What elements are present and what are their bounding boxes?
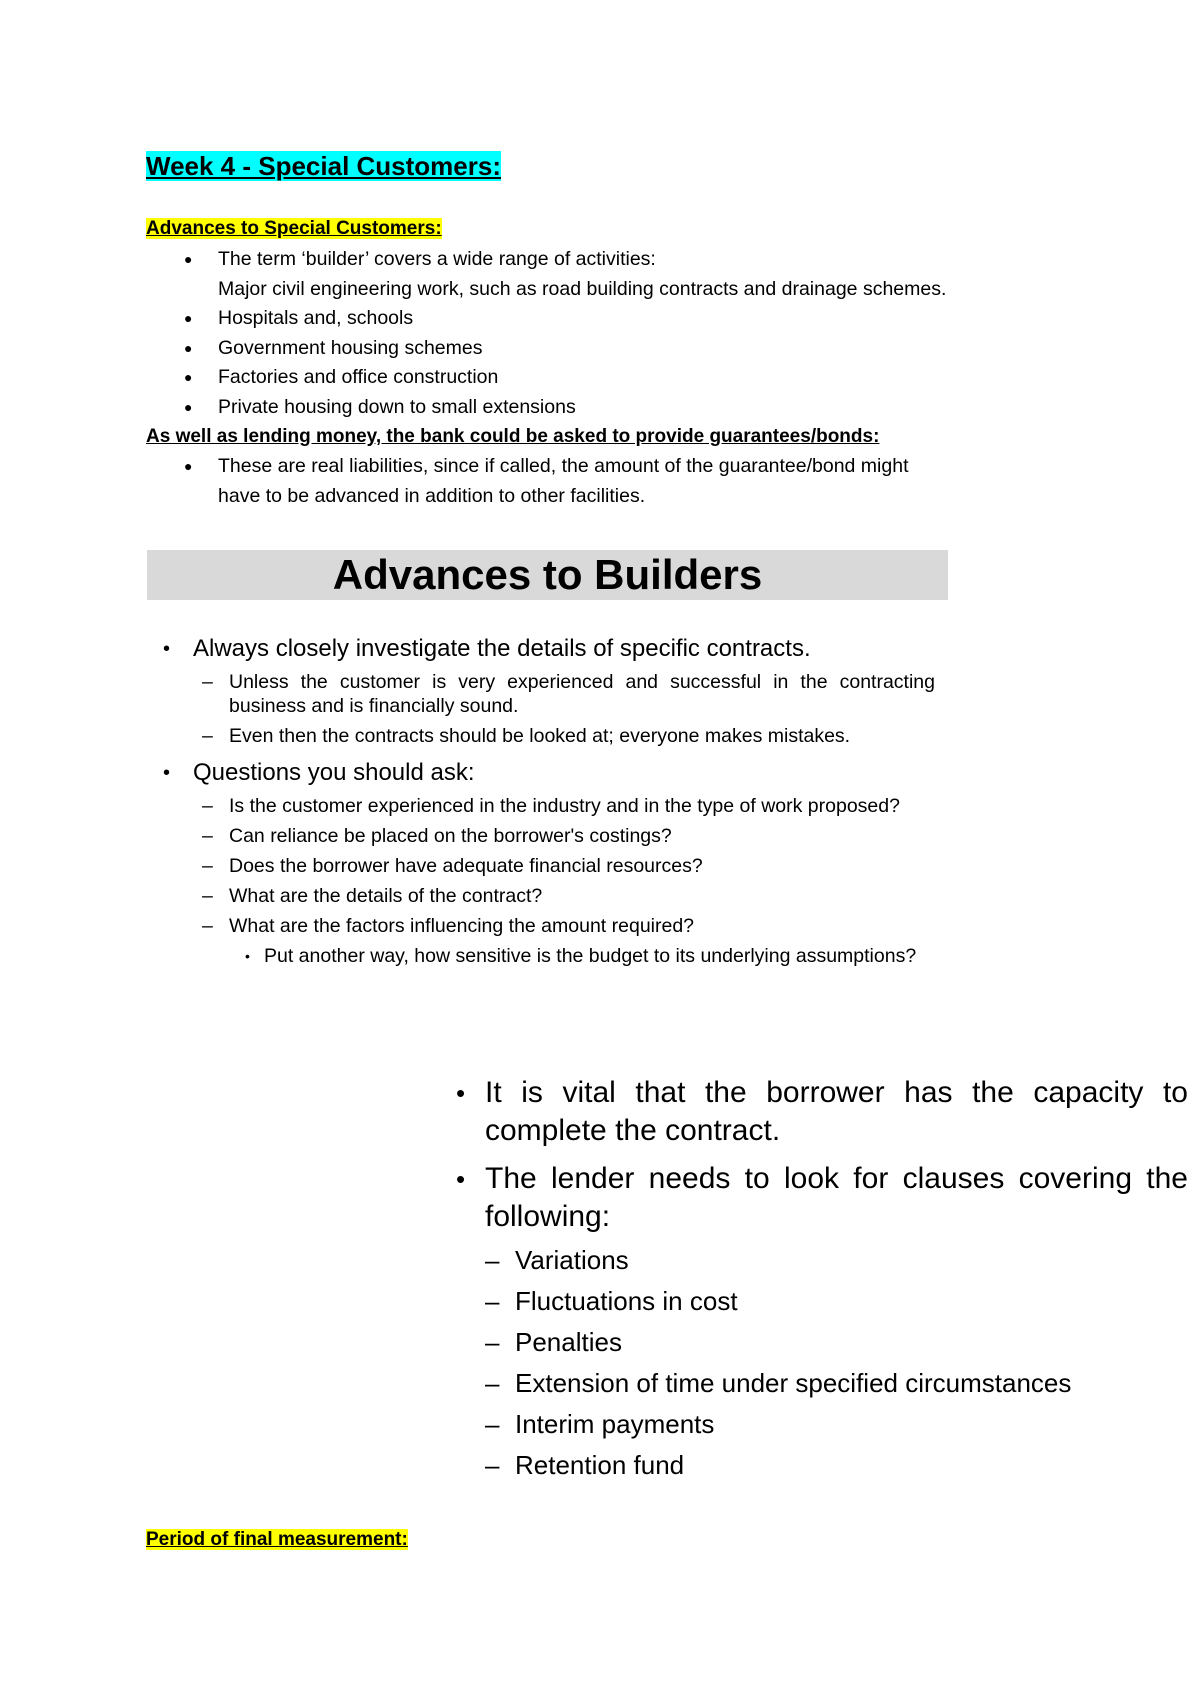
guarantees-list bbox=[0, 452, 1146, 511]
bullet-icon: • bbox=[245, 948, 250, 964]
clause-item: – Extension of time under specified circumstances bbox=[485, 1368, 1072, 1398]
bullet-icon: • bbox=[163, 762, 171, 784]
section-special-customers bbox=[146, 216, 1146, 511]
slide-bullet: • Questions you should ask: bbox=[163, 759, 475, 786]
clause-item: – Retention fund bbox=[485, 1450, 685, 1480]
list-item: ● These are real liabilities, since if called, the amount of the guarantee/bond might have to be advanced in addition to other facilities. bbox=[146, 452, 1146, 511]
slide-title-bar bbox=[147, 550, 948, 600]
list-item: ● Private housing down to small extensions bbox=[146, 393, 1146, 423]
slide-subbullet: – Unless the customer is very experienced and successful in the contracting business and is financially sound. bbox=[202, 671, 935, 717]
slide-builders-content bbox=[147, 634, 935, 968]
list-item: ● Factories and office construction bbox=[146, 363, 1146, 393]
slide-clauses-content bbox=[450, 1074, 1188, 1486]
slide-bullet: • Always closely investigate the details of specific contracts. bbox=[163, 635, 811, 662]
page-title: Week 4 - Special Customers: bbox=[146, 151, 501, 181]
bullet-icon: • bbox=[456, 1078, 466, 1108]
clause-item: – Fluctuations in cost bbox=[485, 1286, 738, 1316]
slide-bullet: • It is vital that the borrower has the capacity to complete the contract. bbox=[456, 1076, 1188, 1147]
list-item: ● The term ‘builder’ covers a wide range of activities: Major civil engineering work, such as road building contracts and drainage schemes. bbox=[146, 245, 1146, 304]
section-heading-final-measurement: Period of final measurement: bbox=[146, 1529, 408, 1550]
slide-subbullet: – What are the details of the contract? bbox=[202, 885, 543, 907]
bullet-icon: • bbox=[163, 638, 171, 660]
clause-item: – Variations bbox=[485, 1245, 629, 1275]
slide-title: Advances to Builders bbox=[332, 551, 763, 598]
clause-item: – Interim payments bbox=[485, 1409, 715, 1439]
slide-subsubbullet: • Put another way, how sensitive is the budget to its underlying assumptions? bbox=[245, 945, 917, 967]
guarantees-subheading: As well as lending money, the bank could be asked to provide guarantees/bonds: bbox=[146, 426, 880, 447]
slide-subbullet: – What are the factors influencing the amount required? bbox=[202, 915, 695, 937]
slide-bullet: • The lender needs to look for clauses covering the following: bbox=[456, 1162, 1188, 1233]
section-heading: Advances to Special Customers: bbox=[146, 218, 442, 239]
list-item: ● Government housing schemes bbox=[146, 334, 1146, 364]
clause-item: – Penalties bbox=[485, 1327, 622, 1357]
activities-list bbox=[0, 245, 1146, 422]
slide-subbullet: – Even then the contracts should be looked at; everyone makes mistakes. bbox=[202, 725, 851, 747]
bullet-icon: • bbox=[456, 1164, 466, 1194]
slide-subbullet: – Can reliance be placed on the borrower's costings? bbox=[202, 825, 672, 847]
list-item: ● Hospitals and, schools bbox=[146, 304, 1146, 334]
slide-subbullet: – Is the customer experienced in the industry and in the type of work proposed? bbox=[202, 795, 900, 817]
slide-subbullet: – Does the borrower have adequate financial resources? bbox=[202, 855, 703, 877]
